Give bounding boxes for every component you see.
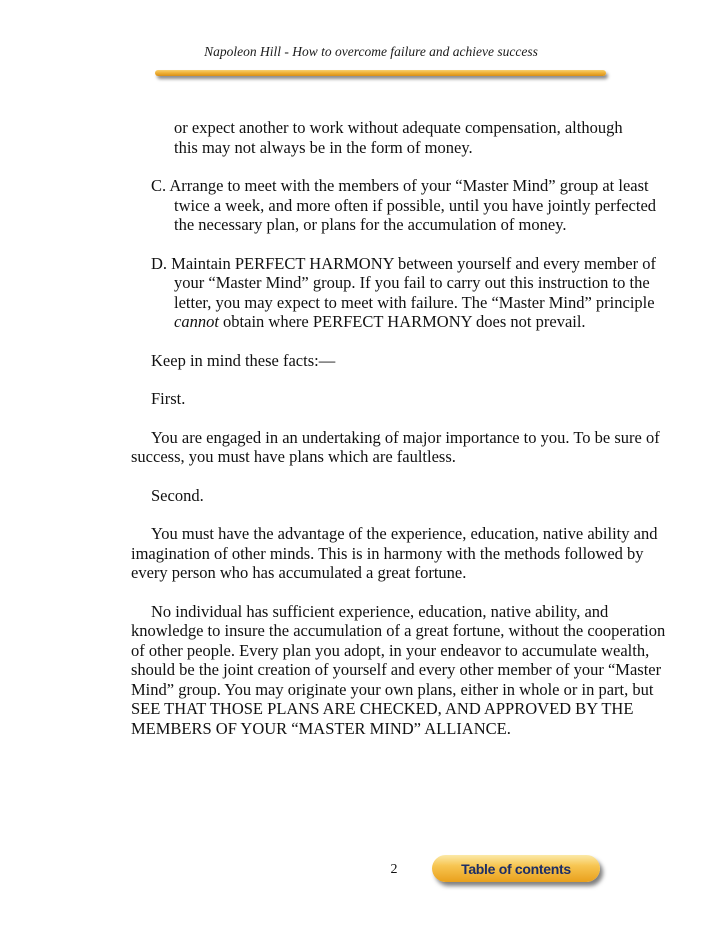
continued-item-b-line-2: this may not always be in the form of money. — [174, 137, 473, 157]
continued-item-b-line-1: or expect another to work without adequate compensation, although — [174, 118, 623, 137]
keep-in-mind-line: Keep in mind these facts:— — [151, 350, 336, 370]
list-item-d-text-1: D. Maintain PERFECT HARMONY between yourself and every member of your “Master Mind” group. If you fail to carry out this instruction to the letter, you may expect to meet with failure. The “Master Mind” principle — [151, 253, 656, 312]
list-item-c: C. Arrange to meet with the members of your “Master Mind” group at least twice a week, and more often if possible, until you have jointly perfected the necessary plan, or plans for the accumulation of money. — [151, 176, 657, 234]
page-number: 2 — [390, 862, 398, 877]
toc-button-label: Table of contents — [461, 860, 571, 877]
first-heading: First. — [151, 389, 186, 408]
list-item-d — [151, 254, 671, 332]
list-item-d-text-2: obtain where PERFECT HARMONY does not prevail. — [218, 312, 586, 331]
header-title: Napoleon Hill - How to overcome failure and achieve success — [204, 44, 538, 59]
document-body — [131, 118, 671, 738]
header-divider — [155, 70, 606, 76]
page-header — [0, 44, 728, 60]
paragraph-first: You are engaged in an undertaking of major importance to you. To be sure of success, you must have plans which are faultless. — [131, 427, 660, 466]
paragraph-second: You must have the advantage of the experience, education, native ability and imagination of other minds. This is in harmony with the methods followed by every person who has accumulated a great fortune. — [131, 524, 658, 582]
table-of-contents-button[interactable] — [432, 855, 600, 882]
second-heading: Second. — [151, 485, 204, 505]
paragraph-cooperation: No individual has sufficient experience, education, native ability, and knowledge to insure the accumulation of a great fortune, without the cooperation of other people. Every plan you adopt, in your endeavor to accumulate wealth, should be the joint creation of yourself and every other member of your “Master Mind” group. You may originate your own plans, either in whole or in part, but SEE THAT THOSE PLANS ARE CHECKED, AND APPROVED BY THE MEMBERS OF YOUR “MASTER MIND” ALLIANCE. — [131, 601, 666, 738]
list-item-d-emphasis: cannot — [174, 312, 219, 331]
